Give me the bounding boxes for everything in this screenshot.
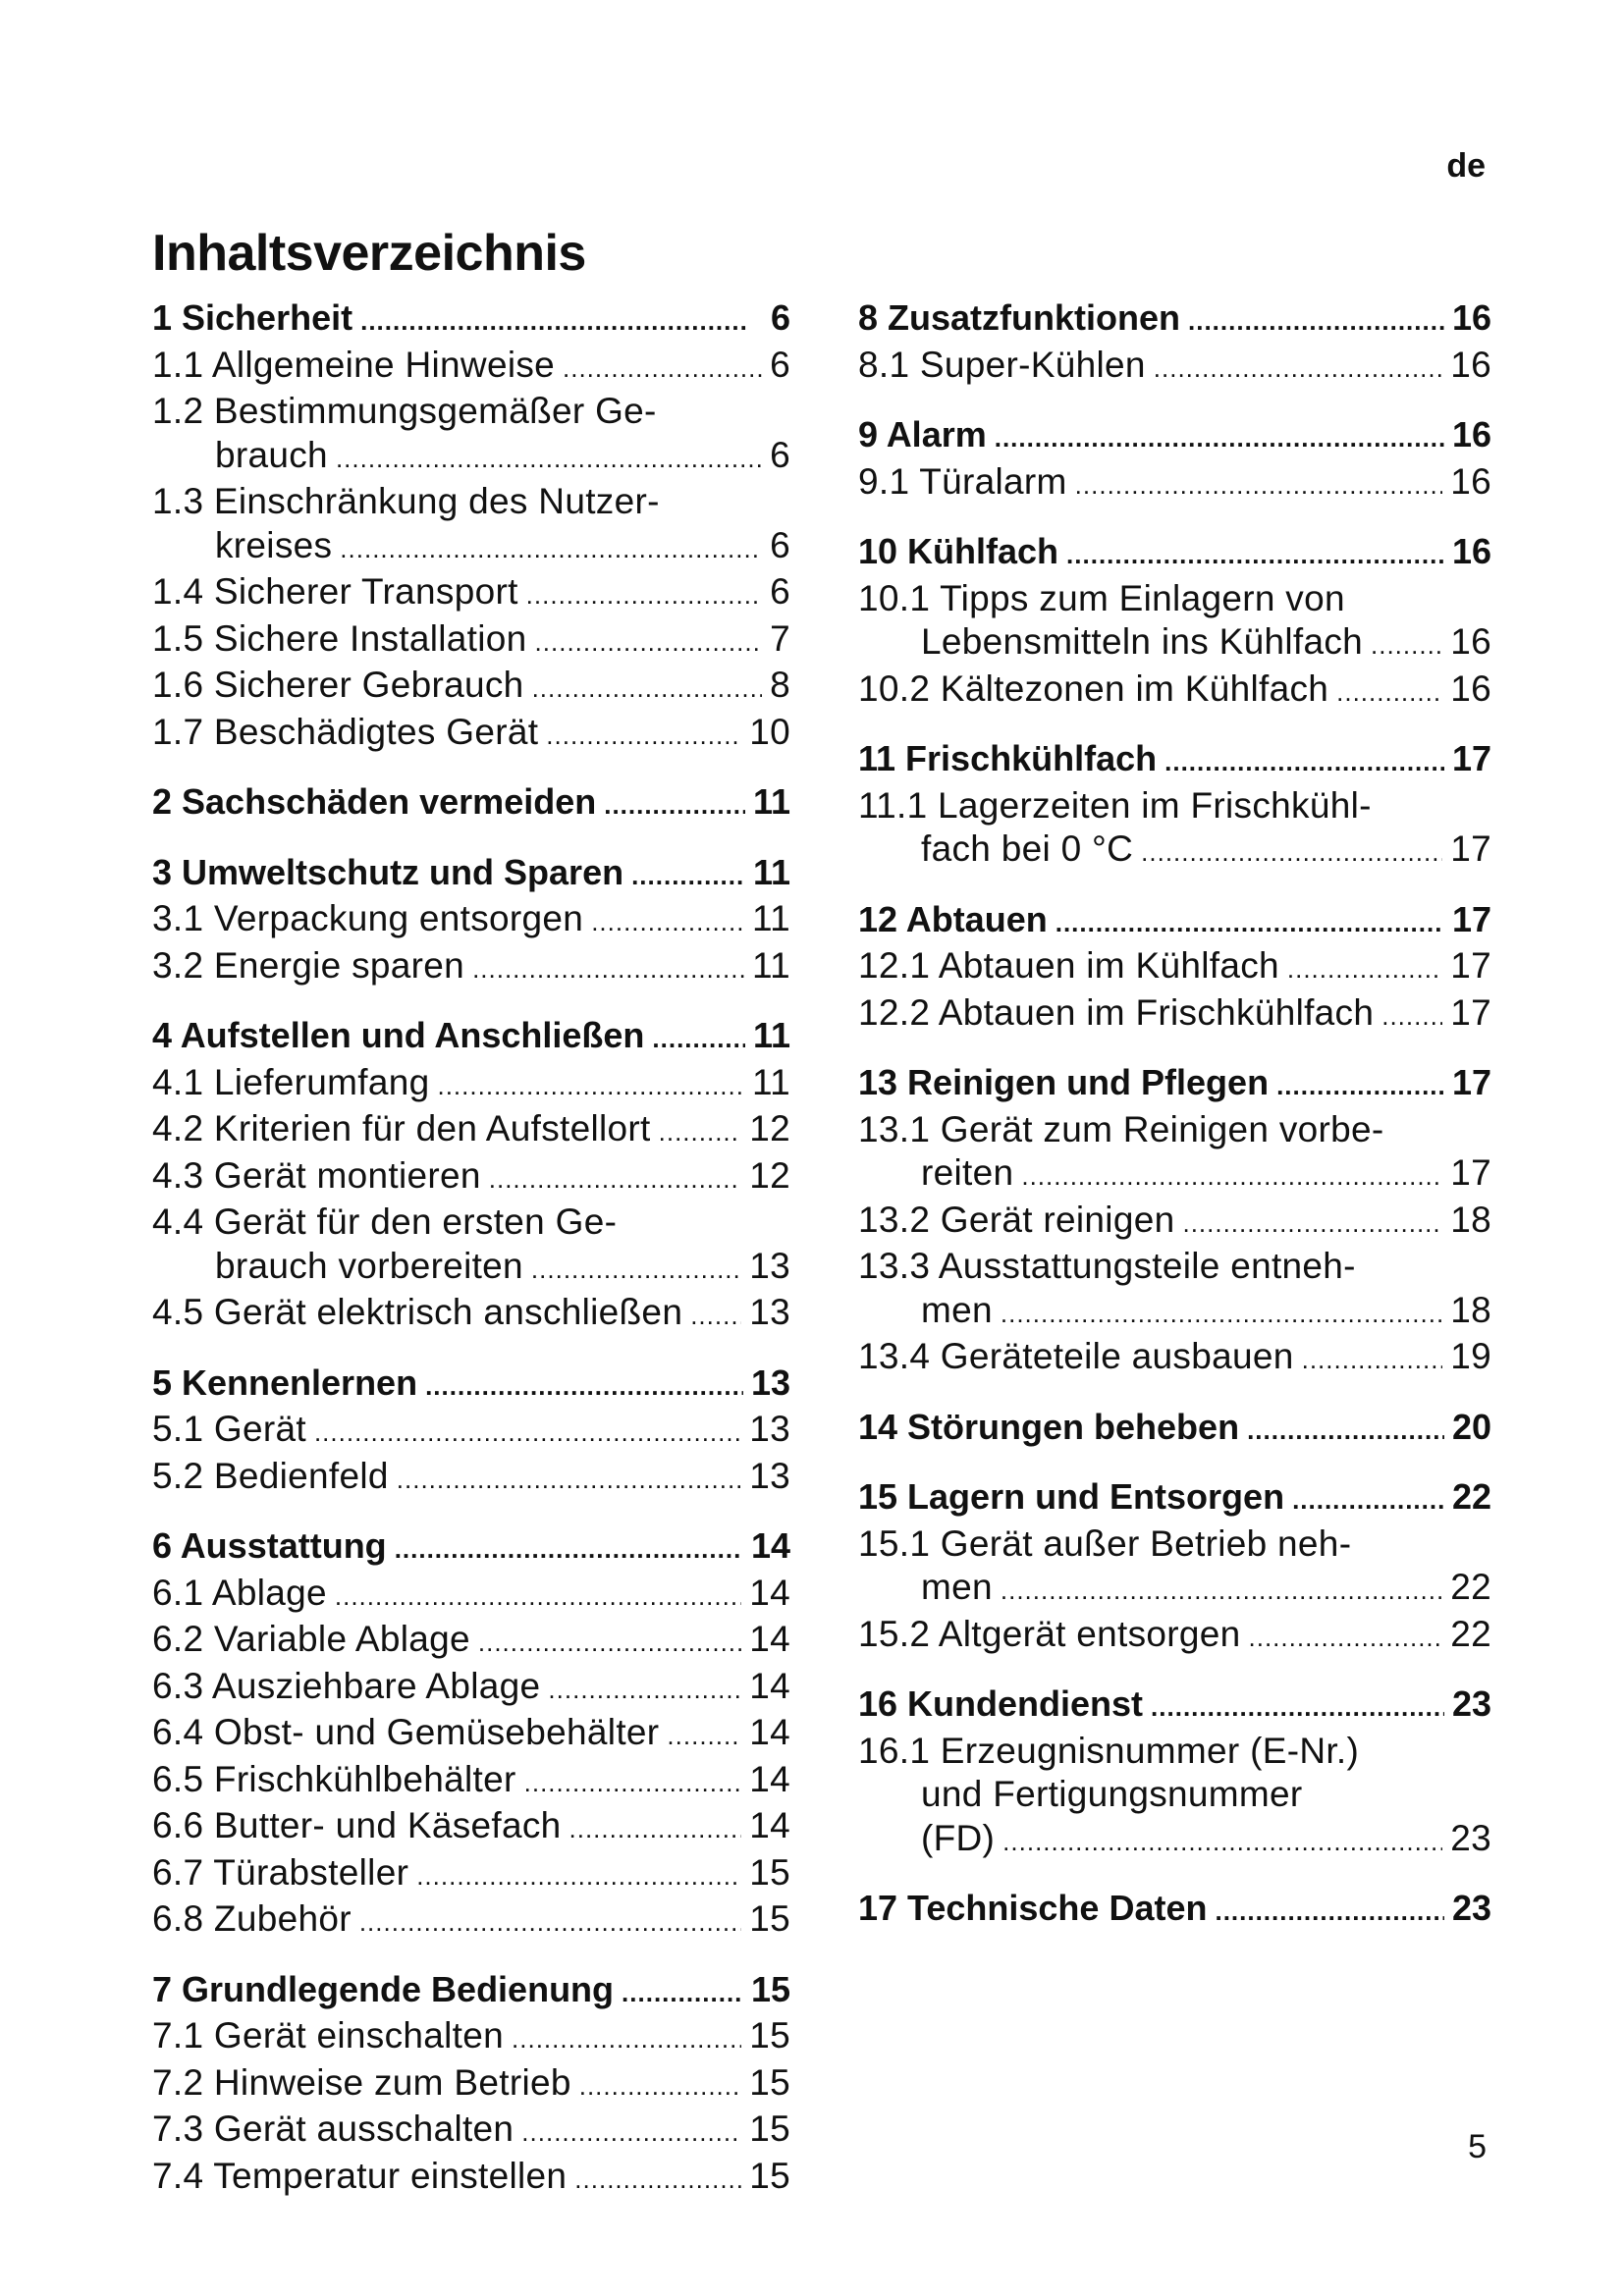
toc-section-8-zusatzfunktionen	[858, 296, 1491, 390]
subsection-page-number: 17	[1450, 945, 1491, 986]
chapter-page-number: 16	[1451, 297, 1491, 338]
subsection-page-number: 15	[749, 2155, 790, 2196]
toc-subsection-link[interactable]	[152, 1154, 790, 1201]
toc-section-17-technische-daten	[858, 1887, 1491, 1934]
toc-subsection-link[interactable]	[152, 1711, 790, 1758]
chapter-page-number: 11	[752, 1015, 790, 1055]
subsection-page-number: 7	[770, 617, 790, 659]
subsection-title: 4.4 Gerät für den ersten Ge-	[152, 1201, 618, 1242]
chapter-title: 6 Ausstattung	[152, 1525, 387, 1566]
toc-subsection-link[interactable]	[858, 991, 1491, 1039]
toc-subsection-link[interactable]	[152, 2061, 790, 2109]
dot-leader	[548, 1668, 741, 1712]
subsection-title: 1.1 Allgemeine Hinweise	[152, 344, 556, 385]
subsection-title: 1.5 Sichere Installation	[152, 617, 527, 659]
subsection-page-number: 17	[1450, 991, 1491, 1033]
toc-section-4-aufstellen-und-anschliessen	[152, 1014, 790, 1338]
dot-leader	[521, 2110, 741, 2155]
subsection-title-continued: Lebensmitteln ins Kühlfach	[921, 621, 1364, 662]
subsection-title-continued: brauch vorbereiten	[215, 1245, 523, 1286]
subsection-title: 6.8 Zubehör	[152, 1898, 352, 1939]
dot-leader	[1075, 463, 1443, 507]
toc-section-3-umweltschutz-und-sparen	[152, 851, 790, 991]
subsection-page-number: 13	[749, 1292, 790, 1332]
dot-leader	[524, 1761, 742, 1805]
dot-leader	[395, 1527, 743, 1572]
subsection-title: 1.7 Beschädigtes Gerät	[152, 711, 539, 752]
subsection-title: 6.5 Frischkühlbehälter	[152, 1758, 516, 1799]
chapter-page-number: 15	[750, 1968, 790, 2009]
dot-leader	[659, 1110, 742, 1154]
toc-section-11-frischkuehlfach	[858, 737, 1491, 875]
dot-leader	[1151, 1685, 1444, 1730]
subsection-title: 7.3 Gerät ausschalten	[152, 2109, 514, 2149]
subsection-page-number: 6	[770, 344, 790, 385]
toc-subsection-link[interactable]	[858, 784, 1491, 875]
chapter-title: 3 Umweltschutz und Sparen	[152, 851, 624, 892]
toc-subsection-link[interactable]	[152, 1758, 790, 1805]
dot-leader	[535, 620, 763, 665]
dot-leader	[690, 1294, 741, 1338]
dot-leader	[667, 1714, 741, 1758]
subsection-page-number: 6	[770, 571, 790, 612]
dot-leader	[1021, 1154, 1442, 1199]
chapter-title: 5 Kennenlernen	[152, 1362, 418, 1403]
subsection-last-line	[858, 1289, 1491, 1336]
toc-subsection-link[interactable]	[858, 1199, 1491, 1246]
subsection-title-continued: brauch	[215, 434, 328, 475]
subsection-page-number: 22	[1450, 1613, 1491, 1654]
subsection-title: 6.3 Ausziehbare Ablage	[152, 1665, 541, 1706]
subsection-page-number: 18	[1450, 1199, 1491, 1240]
chapter-title: 8 Zusatzfunktionen	[858, 297, 1181, 338]
chapter-page-number: 16	[1451, 531, 1491, 571]
chapter-page-number: 17	[1451, 738, 1491, 778]
toc-subsection-link[interactable]	[858, 1522, 1491, 1613]
subsection-last-line	[858, 1566, 1491, 1613]
chapter-page-number: 13	[750, 1362, 790, 1403]
subsection-title: 15.2 Altgerät entsorgen	[858, 1613, 1241, 1654]
toc-section-1-sicherheit	[152, 296, 790, 757]
toc-subsection-link[interactable]	[858, 577, 1491, 667]
subsection-title: 13.1 Gerät zum Reinigen vorbe-	[858, 1108, 1384, 1149]
toc-chapter-link[interactable]	[858, 413, 1491, 460]
subsection-page-number: 15	[749, 2109, 790, 2149]
subsection-page-number: 15	[749, 1898, 790, 1939]
dot-leader	[1002, 1820, 1442, 1864]
dot-leader	[437, 1064, 744, 1108]
chapter-page-number: 6	[770, 297, 790, 338]
dot-leader	[360, 299, 749, 344]
subsection-last-line	[152, 524, 790, 571]
dot-leader	[546, 714, 741, 758]
dot-leader	[995, 416, 1444, 460]
dot-leader	[569, 1807, 742, 1851]
toc-subsection-link[interactable]	[152, 1804, 790, 1851]
chapter-page-number: 22	[1451, 1476, 1491, 1517]
subsection-title: 1.3 Einschränkung des Nutzer-	[152, 481, 660, 521]
toc-subsection-link[interactable]	[152, 1618, 790, 1665]
toc-chapter-link[interactable]	[152, 1968, 790, 2015]
subsection-title: 4.2 Kriterien für den Aufstellort	[152, 1108, 651, 1148]
dot-leader	[526, 573, 762, 617]
toc-subsection-link[interactable]	[152, 1061, 790, 1108]
toc-chapter-link[interactable]	[152, 780, 790, 828]
subsection-page-number: 14	[749, 1665, 790, 1706]
toc-left-column	[152, 296, 790, 2224]
subsection-title-continued: men	[921, 1567, 993, 1607]
subsection-title: 3.1 Verpackung entsorgen	[152, 898, 584, 938]
toc-chapter-link[interactable]	[152, 1014, 790, 1061]
toc-subsection-link[interactable]	[858, 1108, 1491, 1199]
dot-leader	[622, 1971, 743, 2015]
chapter-page-number: 11	[752, 781, 790, 822]
subsection-page-number: 8	[770, 665, 790, 705]
toc-subsection-link[interactable]	[152, 480, 790, 570]
subsection-page-number: 14	[749, 1758, 790, 1799]
chapter-page-number: 16	[1451, 414, 1491, 454]
subsection-title: 12.2 Abtauen im Frischkühlfach	[858, 991, 1375, 1033]
chapter-page-number: 23	[1451, 1888, 1491, 1928]
toc-section-15-lagern-und-entsorgen	[858, 1475, 1491, 1659]
toc-subsection-link[interactable]	[152, 1897, 790, 1945]
toc-subsection-link[interactable]	[858, 344, 1491, 391]
toc-subsection-link[interactable]	[152, 1107, 790, 1154]
dot-leader	[1154, 347, 1442, 391]
dot-leader	[532, 667, 763, 711]
subsection-page-number: 23	[1450, 1817, 1491, 1858]
toc-subsection-link[interactable]	[152, 711, 790, 758]
toc-subsection-link[interactable]	[152, 1291, 790, 1338]
toc-chapter-link[interactable]	[858, 1475, 1491, 1522]
subsection-page-number: 22	[1450, 1567, 1491, 1607]
chapter-title: 12 Abtauen	[858, 898, 1048, 939]
subsection-page-number: 12	[749, 1154, 790, 1196]
dot-leader	[1056, 901, 1444, 945]
subsection-title: 4.5 Gerät elektrisch anschließen	[152, 1292, 683, 1332]
toc-section-10-kuehlfach	[858, 530, 1491, 714]
toc-chapter-link[interactable]	[152, 1524, 790, 1572]
toc-section-13-reinigen-und-pflegen	[858, 1061, 1491, 1382]
toc-subsection-link[interactable]	[152, 344, 790, 391]
chapter-page-number: 17	[1451, 898, 1491, 939]
dot-leader	[1381, 994, 1442, 1039]
page-title: Inhaltsverzeichnis	[152, 225, 586, 282]
toc-subsection-link[interactable]	[858, 1335, 1491, 1382]
dot-leader	[563, 347, 762, 391]
toc-chapter-link[interactable]	[858, 1061, 1491, 1108]
subsection-page-number: 17	[1450, 1152, 1491, 1193]
toc-subsection-link[interactable]	[152, 1408, 790, 1455]
dot-leader	[359, 1900, 741, 1945]
subsection-title: 5.1 Gerät	[152, 1409, 306, 1449]
subsection-last-line	[858, 1151, 1491, 1199]
subsection-title: 5.2 Bedienfeld	[152, 1455, 389, 1496]
subsection-title-continued: reiten	[921, 1152, 1014, 1193]
language-label: de	[1446, 147, 1486, 185]
dot-leader	[1001, 1569, 1442, 1613]
dot-leader	[472, 947, 744, 991]
subsection-title: 6.6 Butter- und Käsefach	[152, 1805, 562, 1845]
subsection-title: 13.2 Gerät reinigen	[858, 1199, 1175, 1240]
subsection-title: 13.3 Ausstattungsteile entneh-	[858, 1246, 1356, 1286]
subsection-title: 1.4 Sicherer Transport	[152, 571, 518, 612]
toc-chapter-link[interactable]	[152, 851, 790, 898]
subsection-page-number: 14	[749, 1572, 790, 1613]
toc-chapter-link[interactable]	[152, 1362, 790, 1409]
subsection-title: 11.1 Lagerzeiten im Frischkühl-	[858, 784, 1372, 826]
toc-section-12-abtauen	[858, 898, 1491, 1039]
chapter-title: 1 Sicherheit	[152, 297, 353, 338]
dot-leader	[1164, 740, 1444, 784]
subsection-page-number: 16	[1450, 344, 1491, 385]
toc-subsection-link[interactable]	[858, 944, 1491, 991]
chapter-title: 15 Lagern und Entsorgen	[858, 1476, 1285, 1517]
dot-leader	[1302, 1338, 1443, 1382]
dot-leader	[631, 854, 745, 898]
subsection-page-number: 16	[1450, 621, 1491, 662]
chapter-title: 10 Kühlfach	[858, 531, 1059, 571]
subsection-title: 16.1 Erzeugnisnummer (E-Nr.)	[858, 1730, 1360, 1771]
subsection-title: 3.2 Energie sparen	[152, 944, 465, 986]
subsection-title: 6.1 Ablage	[152, 1572, 327, 1613]
chapter-title: 7 Grundlegende Bedienung	[152, 1968, 615, 2009]
dot-leader	[1276, 1064, 1444, 1108]
toc-chapter-link[interactable]	[858, 1682, 1491, 1730]
subsection-title: 6.7 Türabsteller	[152, 1851, 409, 1893]
toc-subsection-link[interactable]	[152, 664, 790, 711]
subsection-title: 8.1 Super-Kühlen	[858, 344, 1146, 385]
chapter-title: 11 Frischkühlfach	[858, 738, 1158, 778]
subsection-page-number: 16	[1450, 667, 1491, 709]
chapter-page-number: 23	[1451, 1683, 1491, 1724]
toc-subsection-link[interactable]	[152, 390, 790, 480]
subsection-title: 10.1 Tipps zum Einlagern von	[858, 577, 1345, 618]
toc-subsection-link[interactable]	[152, 2014, 790, 2061]
subsection-title: 10.2 Kältezonen im Kühlfach	[858, 667, 1329, 709]
dot-leader	[512, 2017, 741, 2061]
subsection-page-number: 10	[749, 711, 790, 752]
dot-leader	[1247, 1409, 1444, 1453]
dot-leader	[574, 2158, 741, 2202]
subsection-title: 7.4 Temperatur einstellen	[152, 2155, 568, 2196]
subsection-title-continued: fach bei 0 °C	[921, 828, 1134, 869]
dot-leader	[1336, 670, 1442, 715]
toc-subsection-link[interactable]	[152, 1665, 790, 1712]
toc-subsection-link[interactable]	[152, 1201, 790, 1291]
dot-leader	[489, 1157, 741, 1201]
toc-section-7-grundlegende-bedienung	[152, 1968, 790, 2202]
toc-right-column	[858, 296, 1491, 1957]
dot-leader	[425, 1364, 743, 1409]
subsection-title-continued: men	[921, 1289, 993, 1330]
subsection-page-number: 14	[749, 1712, 790, 1752]
subsection-page-number: 17	[1450, 828, 1491, 869]
subsection-page-number: 11	[751, 898, 790, 938]
subsection-title-continued: und Fertigungsnummer	[921, 1774, 1303, 1814]
subsection-last-line	[858, 1817, 1491, 1864]
subsection-title: 9.1 Türalarm	[858, 460, 1067, 502]
subsection-title: 7.1 Gerät einschalten	[152, 2015, 505, 2056]
toc-subsection-link[interactable]	[152, 2155, 790, 2202]
toc-section-14-stoerungen-beheben	[858, 1406, 1491, 1453]
toc-subsection-link[interactable]	[858, 667, 1491, 715]
dot-leader	[1292, 1478, 1444, 1522]
toc-section-5-kennenlernen	[152, 1362, 790, 1502]
dot-leader	[604, 783, 745, 828]
subsection-page-number: 6	[770, 434, 790, 475]
chapter-title: 16 Kundendienst	[858, 1683, 1144, 1724]
toc-chapter-link[interactable]	[858, 898, 1491, 945]
toc-subsection-link[interactable]	[152, 2108, 790, 2155]
subsection-title: 1.6 Sicherer Gebrauch	[152, 665, 524, 705]
subsection-page-number: 14	[749, 1805, 790, 1845]
toc-subsection-link[interactable]	[858, 1613, 1491, 1660]
subsection-title: 6.4 Obst- und Gemüsebehälter	[152, 1712, 660, 1752]
dot-leader	[1215, 1890, 1443, 1934]
dot-leader	[1141, 830, 1442, 875]
toc-chapter-link[interactable]	[152, 296, 790, 344]
toc-subsection-link[interactable]	[152, 570, 790, 617]
toc-section-6-ausstattung	[152, 1524, 790, 1945]
toc-subsection-link[interactable]	[152, 1455, 790, 1502]
subsection-title: 4.3 Gerät montieren	[152, 1154, 481, 1196]
subsection-title: 4.1 Lieferumfang	[152, 1061, 430, 1102]
toc-subsection-link[interactable]	[858, 1730, 1491, 1864]
toc-section-9-alarm	[858, 413, 1491, 507]
dot-leader	[335, 1575, 741, 1619]
dot-leader	[478, 1621, 741, 1665]
subsection-title: 15.1 Gerät außer Betrieb neh-	[858, 1522, 1352, 1564]
chapter-page-number: 14	[750, 1525, 790, 1566]
toc-section-16-kundendienst	[858, 1682, 1491, 1863]
subsection-page-number: 19	[1450, 1336, 1491, 1376]
subsection-title-continued: (FD)	[921, 1817, 996, 1858]
chapter-title: 17 Technische Daten	[858, 1888, 1208, 1928]
chapter-title: 9 Alarm	[858, 414, 987, 454]
toc-subsection-link[interactable]	[858, 460, 1491, 507]
toc-section-2-sachschaeden-vermeiden	[152, 780, 790, 828]
subsection-last-line	[858, 828, 1491, 875]
dot-leader	[652, 1017, 745, 1061]
subsection-last-line	[858, 620, 1491, 667]
subsection-page-number: 11	[751, 944, 790, 986]
toc-subsection-link[interactable]	[152, 1572, 790, 1619]
subsection-page-number: 14	[749, 1619, 790, 1659]
dot-leader	[1287, 947, 1442, 991]
subsection-last-line	[152, 1245, 790, 1292]
page-number: 5	[1468, 2128, 1487, 2165]
chapter-title: 2 Sachschäden vermeiden	[152, 781, 597, 822]
dot-leader	[1371, 623, 1442, 667]
dot-leader	[1182, 1201, 1442, 1246]
dot-leader	[1066, 533, 1444, 577]
subsection-page-number: 16	[1450, 460, 1491, 502]
subsection-page-number: 6	[770, 524, 790, 565]
subsection-title-continued: kreises	[215, 524, 333, 565]
subsection-page-number: 13	[749, 1455, 790, 1496]
subsection-last-line	[152, 434, 790, 481]
toc-chapter-link[interactable]	[858, 530, 1491, 577]
toc-subsection-link[interactable]	[858, 1245, 1491, 1335]
dot-leader	[579, 2064, 742, 2109]
subsection-page-number: 13	[749, 1409, 790, 1449]
subsection-title: 6.2 Variable Ablage	[152, 1619, 470, 1659]
dot-leader	[340, 527, 762, 571]
dot-leader	[1188, 299, 1444, 344]
dot-leader	[336, 437, 762, 481]
subsection-page-number: 12	[749, 1108, 790, 1148]
toc-chapter-link[interactable]	[858, 737, 1491, 784]
subsection-page-number: 11	[751, 1061, 790, 1102]
chapter-page-number: 20	[1451, 1406, 1491, 1447]
toc-subsection-link[interactable]	[152, 1851, 790, 1898]
subsection-page-number: 18	[1450, 1289, 1491, 1330]
subsection-title: 7.2 Hinweise zum Betrieb	[152, 2061, 571, 2103]
subsection-page-number: 15	[749, 2015, 790, 2056]
dot-leader	[416, 1854, 741, 1898]
dot-leader	[1001, 1292, 1442, 1336]
dot-leader	[591, 900, 744, 944]
subsection-title: 1.2 Bestimmungsgemäßer Ge-	[152, 391, 657, 431]
chapter-page-number: 17	[1451, 1062, 1491, 1102]
subsection-title: 12.1 Abtauen im Kühlfach	[858, 945, 1279, 986]
toc-chapter-link[interactable]	[858, 1887, 1491, 1934]
toc-subsection-link[interactable]	[152, 944, 790, 991]
dot-leader	[531, 1248, 741, 1292]
dot-leader	[397, 1458, 741, 1502]
dot-leader	[1249, 1616, 1443, 1660]
chapter-title: 4 Aufstellen und Anschließen	[152, 1015, 645, 1055]
toc-subsection-link[interactable]	[152, 617, 790, 665]
chapter-title: 14 Störungen beheben	[858, 1406, 1240, 1447]
subsection-title: 13.4 Geräteteile ausbauen	[858, 1336, 1294, 1376]
subsection-page-number: 15	[749, 1851, 790, 1893]
toc-subsection-link[interactable]	[152, 897, 790, 944]
subsection-page-number: 15	[749, 2061, 790, 2103]
toc-chapter-link[interactable]	[858, 1406, 1491, 1453]
dot-leader	[314, 1411, 741, 1455]
toc-chapter-link[interactable]	[858, 296, 1491, 344]
chapter-title: 13 Reinigen und Pflegen	[858, 1062, 1270, 1102]
chapter-page-number: 11	[752, 851, 790, 892]
subsection-page-number: 13	[749, 1245, 790, 1286]
